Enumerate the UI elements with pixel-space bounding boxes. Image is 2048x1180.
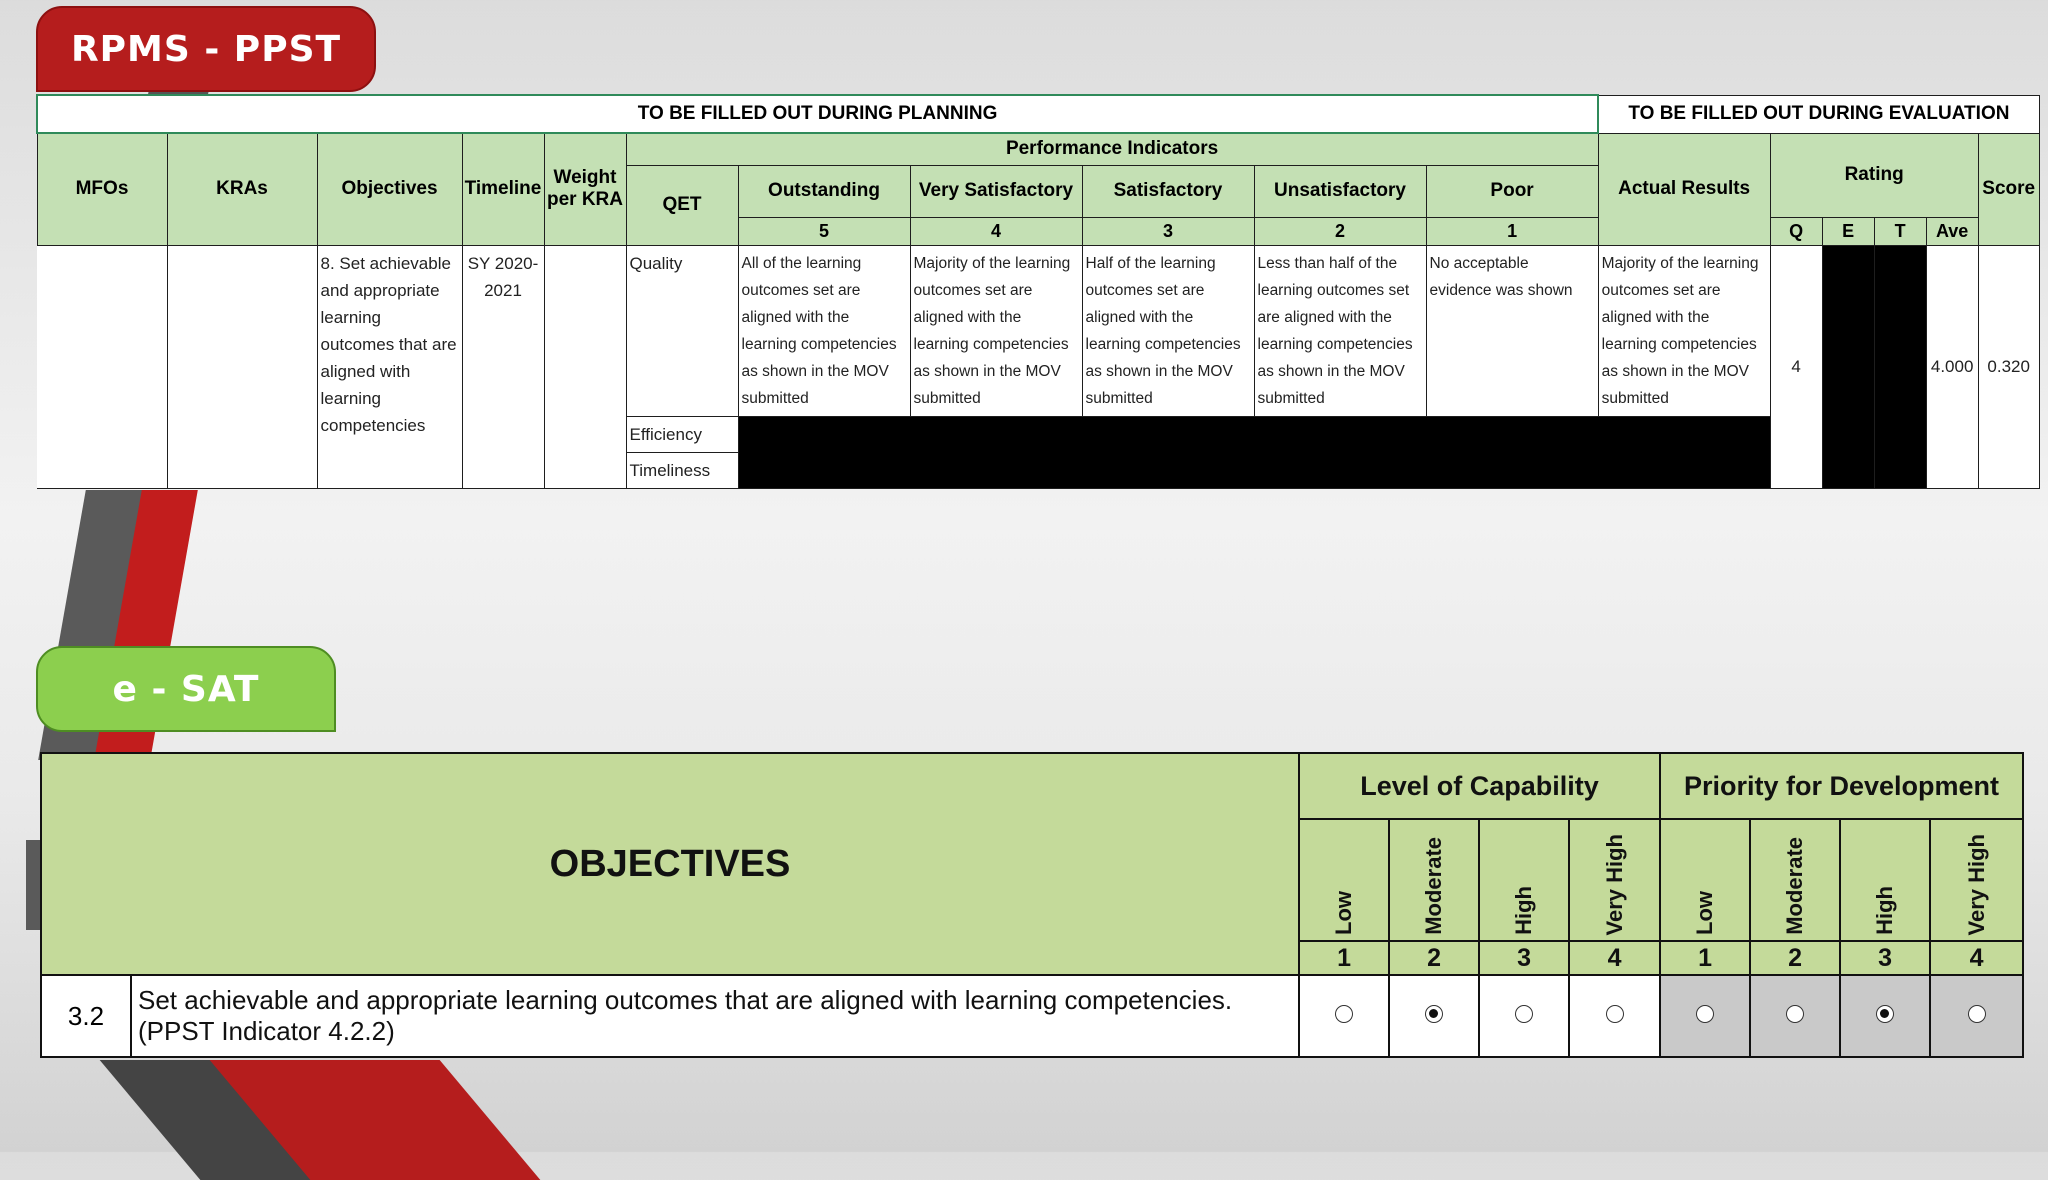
col-actual-results: Actual Results [1598,133,1770,245]
cap-number: 1 [1299,941,1389,975]
rating-ave-header: Ave [1926,217,1978,245]
level-value: 4 [910,217,1082,245]
capability-option-2[interactable] [1389,975,1479,1057]
radio-button[interactable] [1425,1005,1443,1023]
priority-option-1[interactable] [1660,975,1750,1057]
pri-low-label: Low [1660,819,1750,941]
cap-moderate-label: Moderate [1389,819,1479,941]
radio-button[interactable] [1696,1005,1714,1023]
cap-low-label: Low [1299,819,1389,941]
capability-option-1[interactable] [1299,975,1389,1057]
cap-very-high-label: Very High [1569,819,1660,941]
pri-number: 4 [1930,941,2023,975]
pri-high-label: High [1840,819,1930,941]
radio-button[interactable] [1606,1005,1624,1023]
col-kras: KRAs [167,133,317,245]
level-value: 1 [1426,217,1598,245]
rating-q-value: 4 [1770,245,1822,488]
level-outstanding: Outstanding [738,165,910,217]
mfo-cell [37,245,167,488]
cap-number: 2 [1389,941,1479,975]
radio-button[interactable] [1335,1005,1353,1023]
cap-number: 4 [1569,941,1660,975]
capability-option-3[interactable] [1479,975,1569,1057]
priority-option-3[interactable] [1840,975,1930,1057]
level-poor: Poor [1426,165,1598,217]
performance-indicators-header: Performance Indicators [626,133,1598,165]
col-timeline: Timeline [462,133,544,245]
weight-cell [544,245,626,488]
pri-moderate-label: Moderate [1750,819,1840,941]
level-satisfactory: Satisfactory [1082,165,1254,217]
priority-option-2[interactable] [1750,975,1840,1057]
esat-banner: e - SAT [36,646,336,732]
capability-option-4[interactable] [1569,975,1660,1057]
level-value: 5 [738,217,910,245]
col-qet: QET [626,165,738,245]
col-objectives: Objectives [317,133,462,245]
radio-button[interactable] [1968,1005,1986,1023]
radio-button[interactable] [1515,1005,1533,1023]
qet-quality: Quality [626,245,738,416]
rpms-ppst-banner: RPMS - PPST [36,6,376,92]
timeline-cell: SY 2020-2021 [462,245,544,488]
level-unsatisfactory: Unsatisfactory [1254,165,1426,217]
pri-number: 2 [1750,941,1840,975]
level-of-capability-header: Level of Capability [1299,753,1660,819]
cap-number: 3 [1479,941,1569,975]
col-rating: Rating [1770,133,1978,217]
pri-very-high-label: Very High [1930,819,2023,941]
actual-result-cell: Majority of the learning outcomes set are aligned with the learning competencies as shown in the MOV submitted [1598,245,1770,416]
decor-stripe-dark-left [26,840,40,930]
col-mfos: MFOs [37,133,167,245]
objectives-header: OBJECTIVES [41,753,1299,975]
rating-e-redacted [1822,245,1874,488]
rpms-table [36,94,2040,489]
evaluation-header: TO BE FILLED OUT DURING EVALUATION [1598,95,2039,133]
descriptor-poor: No acceptable evidence was shown [1426,245,1598,416]
level-very-satisfactory: Very Satisfactory [910,165,1082,217]
rating-q-header: Q [1770,217,1822,245]
objective-cell: 8. Set achievable and appropriate learning outcomes that are aligned with learning competencies [317,245,462,488]
objective-index: 3.2 [41,975,131,1057]
descriptor-outstanding: All of the learning outcomes set are aligned with the learning competencies as shown in the MOV submitted [738,245,910,416]
kra-cell [167,245,317,488]
pri-number: 1 [1660,941,1750,975]
col-score: Score [1978,133,2039,245]
rating-t-header: T [1874,217,1926,245]
pri-number: 3 [1840,941,1930,975]
objective-text: Set achievable and appropriate learning outcomes that are aligned with learning competencies. (PPST Indicator 4.2.2) [131,975,1299,1057]
score-value: 0.320 [1978,245,2039,488]
rating-e-header: E [1822,217,1874,245]
descriptor-unsatisfactory: Less than half of the learning outcomes set are aligned with the learning competencies as shown in the MOV submitted [1254,245,1426,416]
priority-for-development-header: Priority for Development [1660,753,2023,819]
radio-button[interactable] [1786,1005,1804,1023]
qet-efficiency: Efficiency [626,416,738,452]
rating-ave-value: 4.000 [1926,245,1978,488]
level-value: 3 [1082,217,1254,245]
rating-t-redacted [1874,245,1926,488]
descriptor-very-satisfactory: Majority of the learning outcomes set are aligned with the learning competencies as shown in the MOV submitted [910,245,1082,416]
esat-table [40,752,2024,1058]
level-value: 2 [1254,217,1426,245]
redacted-block [738,416,1770,488]
radio-button[interactable] [1876,1005,1894,1023]
priority-option-4[interactable] [1930,975,2023,1057]
descriptor-satisfactory: Half of the learning outcomes set are aligned with the learning competencies as shown in the MOV submitted [1082,245,1254,416]
planning-header: TO BE FILLED OUT DURING PLANNING [37,95,1598,133]
col-weight: Weight per KRA [544,133,626,245]
qet-timeliness: Timeliness [626,452,738,488]
cap-high-label: High [1479,819,1569,941]
